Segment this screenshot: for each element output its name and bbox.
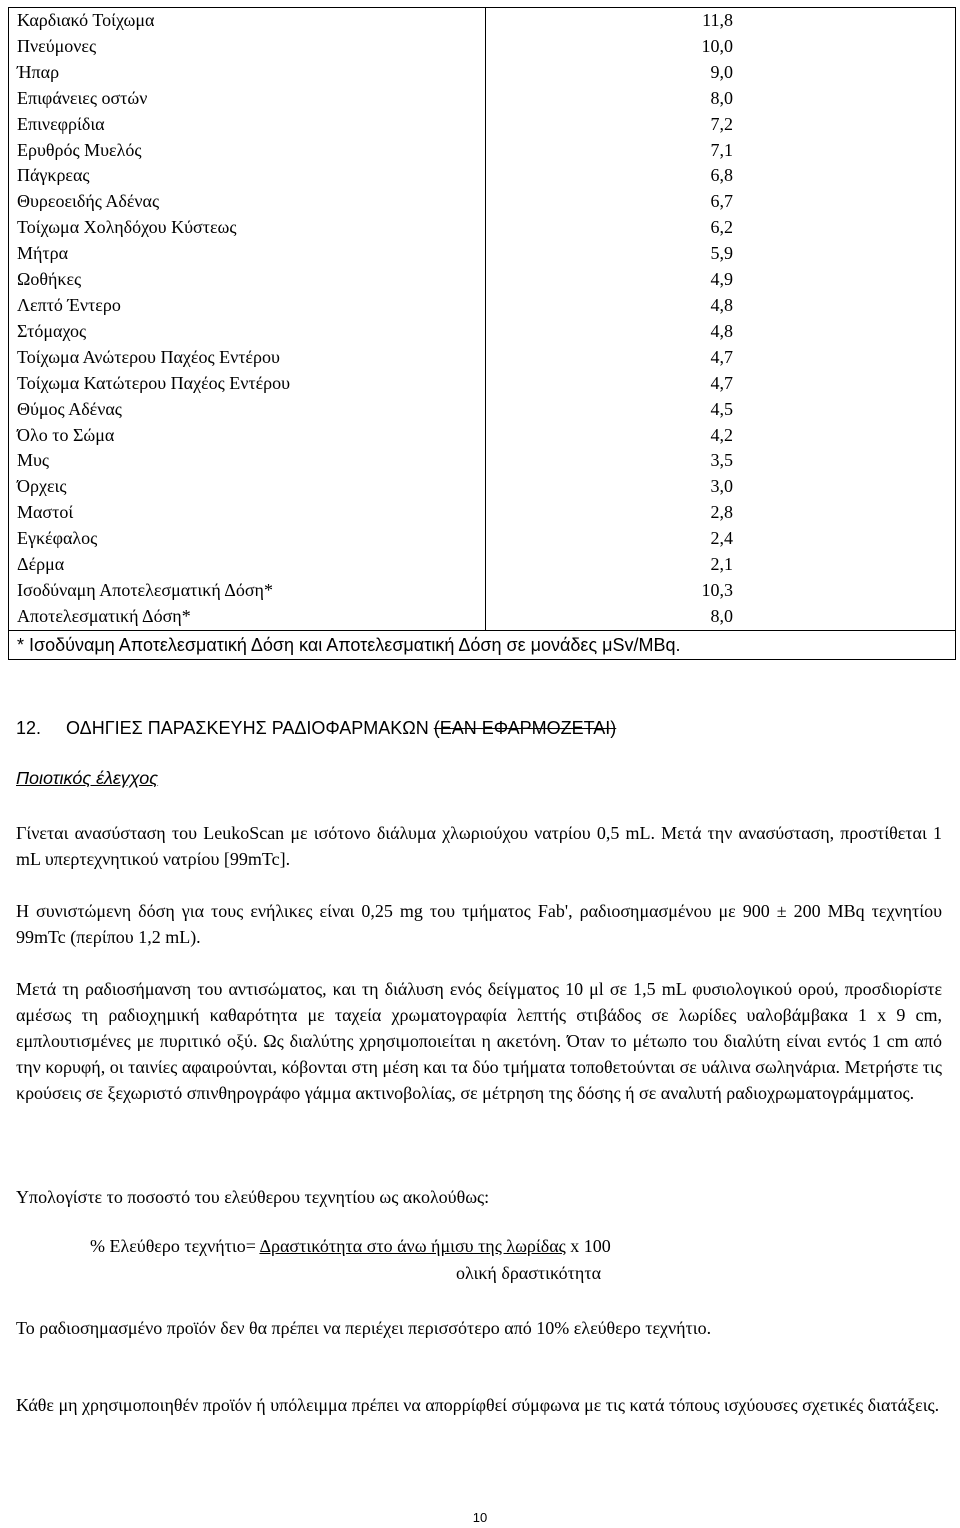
organ-cell: Εγκέφαλος — [9, 526, 486, 552]
dose-value-cell: 4,2 — [486, 423, 956, 449]
organ-cell: Στόμαχος — [9, 319, 486, 345]
table-row — [9, 474, 956, 500]
table-row — [9, 500, 956, 526]
table-footnote: * Ισοδύναμη Αποτελεσματική Δόση και Αποτελεσματική Δόση σε μονάδες μSv/MBq. — [9, 630, 956, 659]
organ-cell: Ερυθρός Μυελός — [9, 138, 486, 164]
dose-table — [8, 7, 956, 660]
table-row — [9, 319, 956, 345]
dose-value-cell: 8,0 — [486, 604, 956, 630]
dose-value-cell: 2,4 — [486, 526, 956, 552]
table-row — [9, 34, 956, 60]
dose-value-cell: 7,2 — [486, 112, 956, 138]
table-footnote-row — [9, 630, 956, 659]
table-row — [9, 293, 956, 319]
table-row — [9, 345, 956, 371]
table-row — [9, 604, 956, 630]
section-heading — [16, 718, 942, 739]
organ-cell: Ωοθήκες — [9, 267, 486, 293]
table-row — [9, 60, 956, 86]
dose-value-cell: 2,8 — [486, 500, 956, 526]
dose-value-cell: 4,9 — [486, 267, 956, 293]
dose-value-cell: 5,9 — [486, 241, 956, 267]
dose-value-cell: 4,7 — [486, 345, 956, 371]
organ-cell: Τοίχωμα Χοληδόχου Κύστεως — [9, 215, 486, 241]
table-row — [9, 189, 956, 215]
organ-cell: Αποτελεσματική Δόση* — [9, 604, 486, 630]
organ-cell: Πνεύμονες — [9, 34, 486, 60]
table-row — [9, 112, 956, 138]
section-number: 12. — [16, 718, 42, 738]
table-row — [9, 241, 956, 267]
organ-cell: Όλο το Σώμα — [9, 423, 486, 449]
organ-cell: Καρδιακό Τοίχωμα — [9, 8, 486, 34]
dose-value-cell: 7,1 — [486, 138, 956, 164]
dose-value-cell: 6,8 — [486, 163, 956, 189]
table-row — [9, 448, 956, 474]
quality-control-subheading: Ποιοτικός έλεγχος — [16, 768, 159, 788]
dose-value-cell: 10,0 — [486, 34, 956, 60]
formula-denominator: ολική δραστικότητα — [456, 1263, 601, 1283]
organ-cell: Θυρεοειδής Αδένας — [9, 189, 486, 215]
calculation-intro-paragraph: Υπολογίστε το ποσοστό του ελεύθερου τεχνητίου ως ακολούθως: — [16, 1187, 490, 1207]
dose-value-cell: 2,1 — [486, 552, 956, 578]
dose-paragraph: Η συνιστώμενη δόση για τους ενήλικες είναι 0,25 mg του τμήματος Fab', ραδιοσημασμένου με 900 ± 200 MBq τεχνητίου 99mTc (περίπου 1,2 mL). — [16, 901, 942, 947]
table-row — [9, 163, 956, 189]
table-row — [9, 397, 956, 423]
disposal-paragraph: Κάθε μη χρησιμοποιηθέν προϊόν ή υπόλειμμα πρέπει να απορρίφθεί σύμφωνα με τις κατά τόπους ισχύουσες σχετικές διατάξεις. — [16, 1395, 940, 1415]
organ-cell: Λεπτό Έντερο — [9, 293, 486, 319]
table-row — [9, 371, 956, 397]
table-row — [9, 552, 956, 578]
table-row — [9, 215, 956, 241]
dose-value-cell: 3,5 — [486, 448, 956, 474]
dose-value-cell: 3,0 — [486, 474, 956, 500]
page-number: 10 — [472, 1510, 488, 1525]
organ-cell: Επιφάνειες οστών — [9, 86, 486, 112]
chromatography-paragraph: Μετά τη ραδιοσήμανση του αντισώματος, και τη διάλυση ενός δείγματος 10 μl σε 1,5 mL φυσιολογικού ορού, προσδιορίστε αμέσως τη ραδιοχημική καθαρότητα με ταχεία χρωματογραφία λεπτής στιβάδος σε λωρίδες υαλοβάμβακα 1 x 9 cm, εμπλουτισμένες με πυριτικό οξύ. Ως διαλύτης χρησιμοποιείται η ακετόνη. Όταν το μέτωπο του διαλύτη είναι εντός 1 cm από την κορυφή, οι ταινίες αφαιρούνται, κόβονται στη μέση και τα δύο τμήματα τοποθετούνται σε υάλινα σωληνάρια. Μετρήστε τις κρούσεις σε ξεχωριστό σπινθηρογράφο γάμμα ακτινοβολίας, σε μέτρηση της δόσης ή σε αναλυτή ραδιοχρωματογράμματος. — [16, 979, 942, 1103]
formula-numerator: Δραστικότητα στο άνω ήμισυ της λωρίδας — [259, 1236, 566, 1256]
organ-cell: Ισοδύναμη Αποτελεσματική Δόση* — [9, 578, 486, 604]
free-technetium-limit-paragraph: Το ραδιοσημασμένο προϊόν δεν θα πρέπει να περιέχει περισσότερο από 10% ελεύθερο τεχνήτιο. — [16, 1318, 712, 1338]
dose-value-cell: 11,8 — [486, 8, 956, 34]
dose-value-cell: 4,8 — [486, 293, 956, 319]
organ-cell: Μαστοί — [9, 500, 486, 526]
dose-value-cell: 4,7 — [486, 371, 956, 397]
formula-lhs: % Ελεύθερο τεχνήτιο= — [90, 1236, 256, 1256]
organ-cell: Πάγκρεας — [9, 163, 486, 189]
organ-cell: Ήπαρ — [9, 60, 486, 86]
table-row — [9, 578, 956, 604]
table-row — [9, 8, 956, 34]
table-row — [9, 138, 956, 164]
table-row — [9, 86, 956, 112]
organ-cell: Θύμος Αδένας — [9, 397, 486, 423]
organ-cell: Επινεφρίδια — [9, 112, 486, 138]
dose-value-cell: 6,7 — [486, 189, 956, 215]
formula-line — [90, 1236, 890, 1257]
organ-cell: Δέρμα — [9, 552, 486, 578]
dose-value-cell: 4,8 — [486, 319, 956, 345]
dose-value-cell: 10,3 — [486, 578, 956, 604]
table-row — [9, 526, 956, 552]
section-title: ΟΔΗΓΙΕΣ ΠΑΡΑΣΚΕΥΗΣ ΡΑΔΙΟΦΑΡΜΑΚΩΝ — [66, 718, 429, 738]
organ-cell: Τοίχωμα Ανώτερου Παχέος Εντέρου — [9, 345, 486, 371]
dose-value-cell: 8,0 — [486, 86, 956, 112]
dose-value-cell: 4,5 — [486, 397, 956, 423]
organ-cell: Τοίχωμα Κατώτερου Παχέος Εντέρου — [9, 371, 486, 397]
reconstitution-paragraph: Γίνεται ανασύσταση του LeukoScan με ισότονο διάλυμα χλωριούχου νατρίου 0,5 mL. Μετά την ανασύσταση, προστίθεται 1 mL υπερτεχνητικού νατρίου [99mTc]. — [16, 823, 942, 869]
organ-cell: Όρχεις — [9, 474, 486, 500]
dose-value-cell: 9,0 — [486, 60, 956, 86]
table-row — [9, 267, 956, 293]
table-row — [9, 423, 956, 449]
formula-multiplier: x 100 — [570, 1236, 611, 1256]
organ-cell: Μήτρα — [9, 241, 486, 267]
organ-cell: Μυς — [9, 448, 486, 474]
dose-value-cell: 6,2 — [486, 215, 956, 241]
section-title-struck: (ΕΑΝ ΕΦΑΡΜΟΖΕΤΑΙ) — [433, 718, 617, 738]
